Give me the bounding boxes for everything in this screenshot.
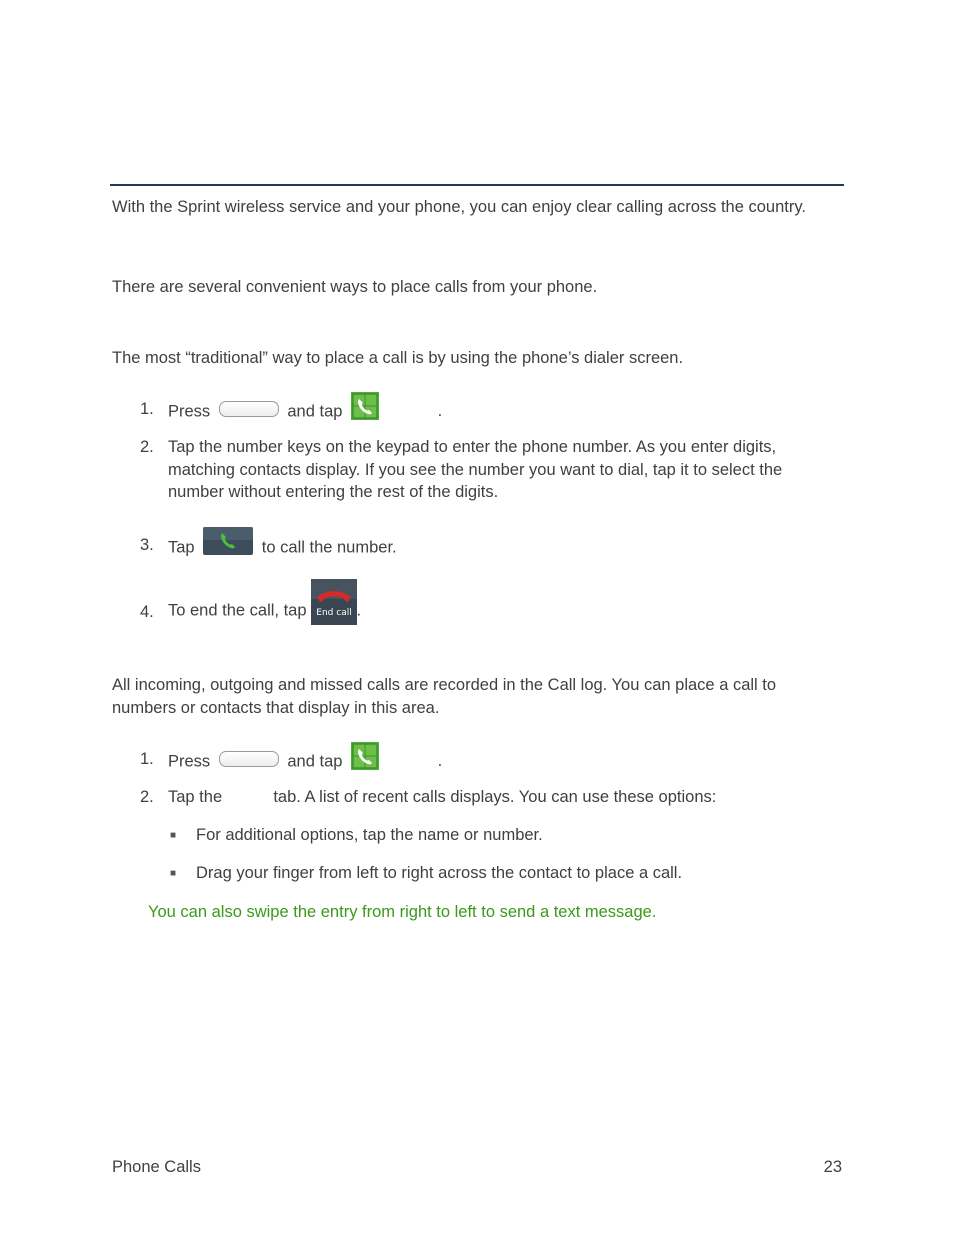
end-call-icon: [311, 579, 357, 625]
ways-paragraph: There are several convenient ways to place calls from your phone.: [112, 278, 598, 296]
step-text: .: [356, 601, 362, 620]
tip-note: You can also swipe the entry from right to left to send a text message.: [148, 903, 657, 921]
end-call-label: End call: [315, 608, 352, 618]
step-text: Press: [168, 402, 211, 421]
step-text: and tap: [287, 752, 343, 771]
dialer-intro-paragraph: The most “traditional” way to place a call is by using the phone’s dialer screen.: [112, 349, 684, 367]
footer-page-number: 23: [823, 1158, 842, 1176]
phone-app-icon: [351, 742, 379, 770]
home-key-icon: [219, 401, 279, 417]
step-text: Tap the: [168, 788, 223, 806]
step-text: .: [437, 402, 443, 421]
section-divider: [110, 184, 844, 186]
step-text: Tap: [168, 538, 195, 557]
bullet-marker: ■: [170, 830, 177, 841]
step-text: .: [437, 752, 443, 771]
step-number: 4.: [140, 603, 154, 621]
option-bullet-1: For additional options, tap the name or number.: [196, 826, 543, 844]
intro-paragraph: With the Sprint wireless service and your phone, you can enjoy clear calling across the country.: [112, 198, 806, 216]
dialer-step-1: [168, 398, 442, 426]
step-number: 1.: [140, 750, 154, 768]
step-number: 2.: [140, 438, 154, 456]
dialer-step-2: Tap the number keys on the keypad to enter the phone number. As you enter digits, matching contacts display. If you see the number you want to dial, tap it to select the number without entering the rest of the digits.: [168, 438, 783, 501]
step-number: 2.: [140, 788, 154, 806]
step-text: tab. A list of recent calls displays. You can use these options:: [273, 788, 717, 806]
step-text: to call the number.: [261, 538, 397, 557]
calllog-step-1: [168, 748, 442, 776]
step-number: 3.: [140, 536, 154, 554]
step-text: To end the call, tap: [168, 601, 307, 620]
option-bullet-2: Drag your finger from left to right across the contact to place a call.: [196, 864, 683, 882]
step-number: 1.: [140, 400, 154, 418]
home-key-icon: [219, 751, 279, 767]
footer-section-name: Phone Calls: [112, 1158, 201, 1176]
calllog-step-2: [168, 786, 716, 809]
dialer-step-3: [168, 534, 397, 562]
call-button-icon: [203, 527, 253, 555]
phone-app-icon: [351, 392, 379, 420]
calllog-intro-paragraph: All incoming, outgoing and missed calls are recorded in the Call log. You can place a call to numbers or contacts that display in this area.: [112, 676, 777, 717]
step-text: Press: [168, 752, 211, 771]
bullet-marker: ■: [170, 868, 177, 879]
dialer-step-4: [168, 576, 361, 622]
step-text: and tap: [287, 402, 343, 421]
